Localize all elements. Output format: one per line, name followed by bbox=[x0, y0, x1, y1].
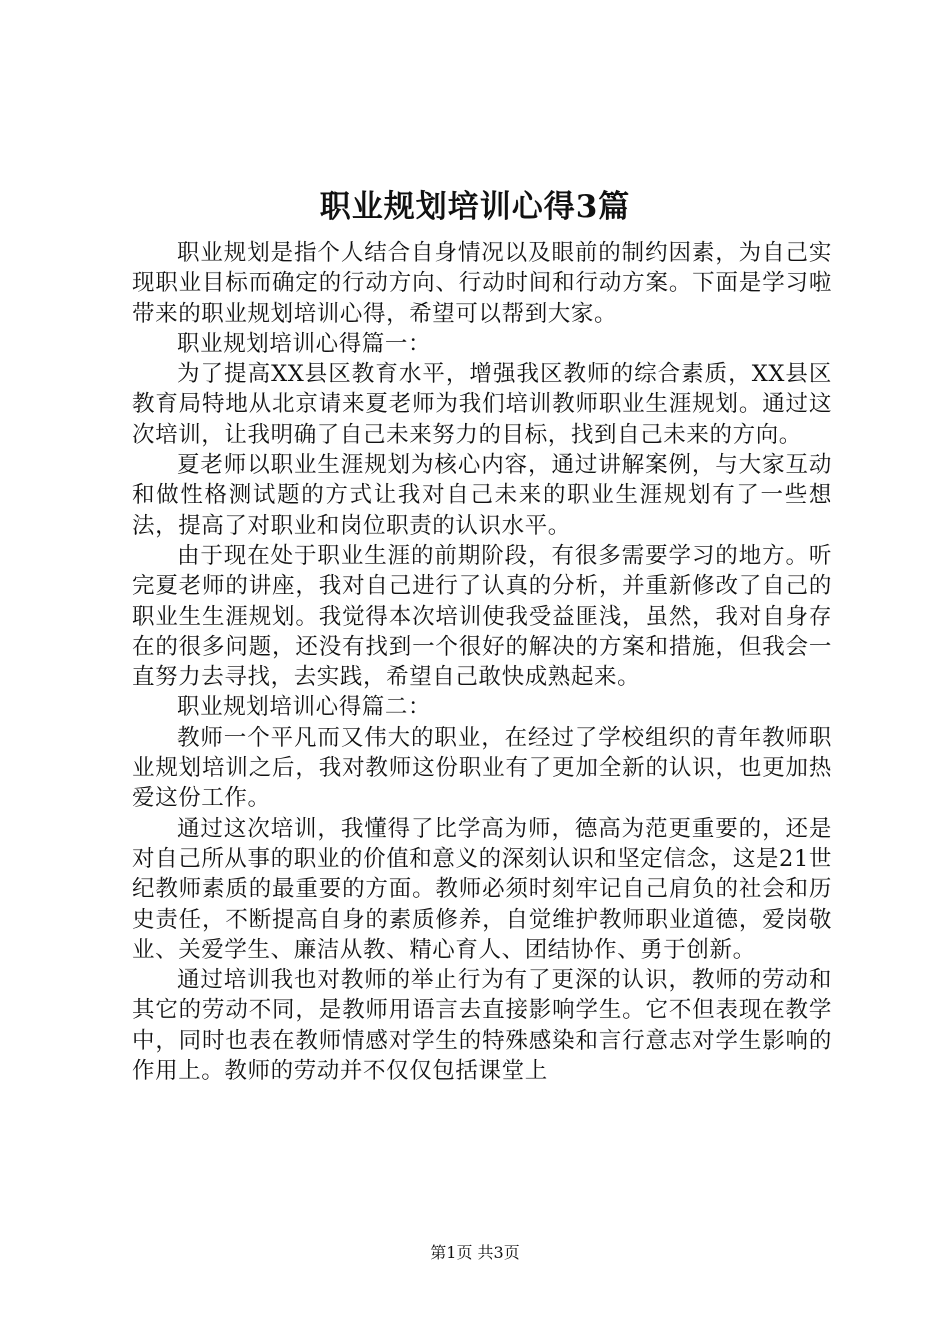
document-body bbox=[132, 238, 832, 1086]
paragraph-intro: 职业规划是指个人结合自身情况以及眼前的制约因素，为自己实现职业目标而确定的行动方向、行动时间和行动方案。下面是学习啦带来的职业规划培训心得，希望可以帮到大家。 bbox=[132, 240, 832, 327]
section-heading-2: 职业规划培训心得篇二： bbox=[177, 694, 432, 721]
page-footer: 第1页 共3页 bbox=[430, 1243, 520, 1262]
section-heading-1: 职业规划培训心得篇一： bbox=[177, 330, 432, 357]
document-title: 职业规划培训心得3篇 bbox=[319, 189, 631, 225]
paragraph: 为了提高XX县区教育水平，增强我区教师的综合素质，XX县区教育局特地从北京请来夏老师为我们培训教师职业生涯规划。通过这次培训，让我明确了自己未来努力的目标，找到自己未来的方向。 bbox=[132, 361, 832, 448]
paragraph: 通过这次培训，我懂得了比学高为师，德高为范更重要的，还是对自己所从事的职业的价值和意义的深刻认识和坚定信念，这是21世纪教师素质的最重要的方面。教师必须时刻牢记自己肩负的社会和历史责任，不断提高自身的素质修养，自觉维护教师职业道德，爱岗敬业、关爱学生、廉洁从教、精心育人、团结协作、勇于创新。 bbox=[132, 815, 832, 963]
paragraph: 通过培训我也对教师的举止行为有了更深的认识，教师的劳动和其它的劳动不同，是教师用语言去直接影响学生。它不但表现在教学中，同时也表在教师情感对学生的特殊感染和言行意志对学生影响的作用上。教师的劳动并不仅仅包括课堂上 bbox=[132, 967, 832, 1085]
paragraph: 由于现在处于职业生涯的前期阶段，有很多需要学习的地方。听完夏老师的讲座，我对自己进行了认真的分析，并重新修改了自己的职业生生涯规划。我觉得本次培训使我受益匪浅，虽然，我对自身存在的很多问题，还没有找到一个很好的解决的方案和措施，但我会一直努力去寻找，去实践，希望自己敢快成熟起来。 bbox=[132, 542, 832, 691]
paragraph: 教师一个平凡而又伟大的职业，在经过了学校组织的青年教师职业规划培训之后，我对教师这份职业有了更加全新的认识，也更加热爱这份工作。 bbox=[132, 724, 832, 812]
paragraph: 夏老师以职业生涯规划为核心内容，通过讲解案例，与大家互动和做性格测试题的方式让我对自己未来的职业生涯规划有了一些想法，提高了对职业和岗位职责的认识水平。 bbox=[132, 452, 832, 539]
